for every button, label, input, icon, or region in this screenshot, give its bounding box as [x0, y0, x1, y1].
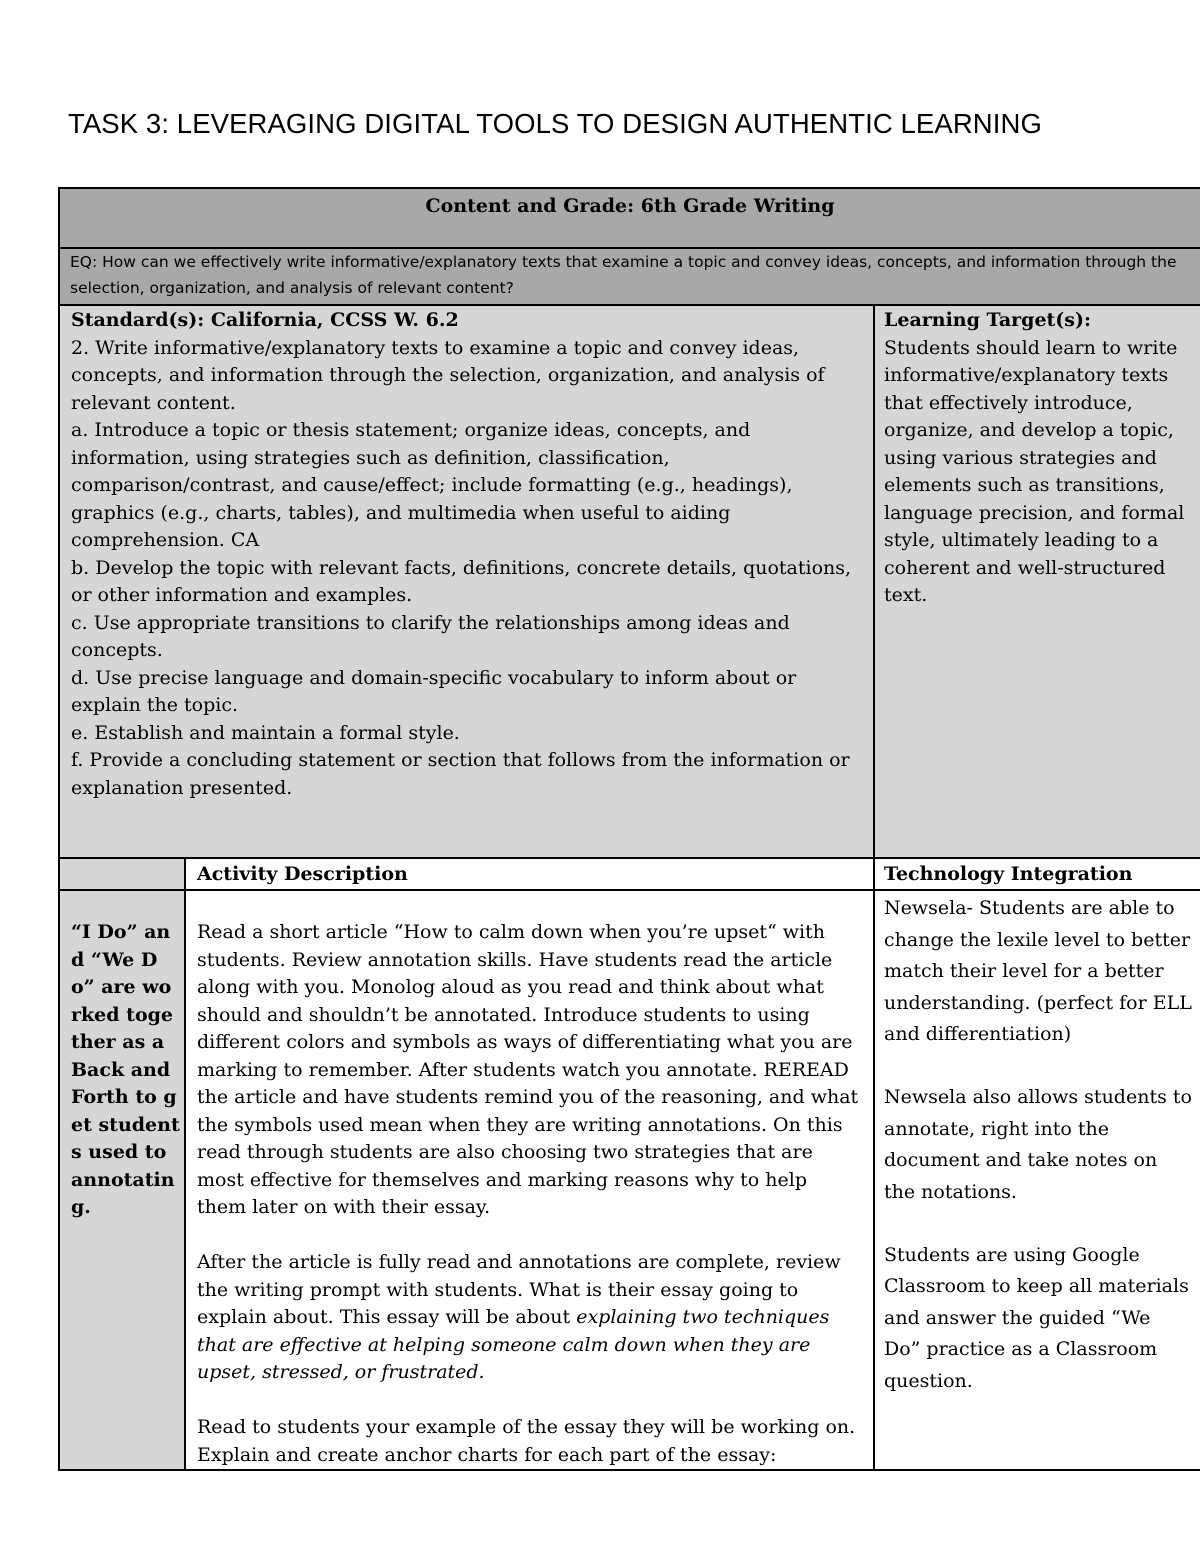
content-grade-label: Content and Grade: 6th Grade Writing	[425, 195, 835, 217]
technology-paragraph: Newsela also allows students to annotate, right into the document and take notes on the notations.	[884, 1086, 1192, 1203]
document-title: TASK 3: LEVERAGING DIGITAL TOOLS TO DESIGN AUTHENTIC LEARNING	[68, 108, 1042, 139]
activity-paragraph-2	[197, 1249, 859, 1387]
standard-item: a. Introduce a topic or thesis statement; organize ideas, concepts, and information, using strategies such as definition, classification, comparison/contrast, and cause/effect; include formatting (e.g., headings), graphics (e.g., charts, tables), and multimedia when useful to aiding comprehension. CA	[71, 419, 793, 551]
activity-paragraph-2-italic: explaining two techniques that are effective at helping someone calm down when they are upset, stressed, or frustrated.	[197, 1306, 830, 1383]
lesson-plan-table	[58, 187, 1200, 1471]
eq-row	[59, 248, 1200, 305]
content-grade-row	[59, 188, 1200, 248]
empty-header-cell	[59, 858, 185, 890]
standard-item: f. Provide a concluding statement or section that follows from the information or explanation presented.	[71, 749, 850, 799]
content-grade-cell	[59, 188, 1200, 248]
technology-paragraph: Newsela- Students are able to change the lexile level to better match their level for a better understanding. (perfect for ELL and differentiation)	[884, 897, 1192, 1045]
activity-paragraph: Read a short article “How to calm down when you’re upset“ with students. Review annotation skills. Have students read the article along with you. Monolog aloud as you read and think about what should and shouldn’t be annotated. Introduce students to using different colors and symbols as ways of differentiating what you are marking to remember. After students watch you annotate. REREAD the article and have students remind you of the reasoning, and what the symbols used mean when they are writing annotations. On this read through students are also choosing two strategies that are most effective for themselves and marking reasons why to help them later on with their essay.	[197, 921, 859, 1218]
column-header-row	[59, 858, 1200, 890]
standards-heading: Standard(s): California, CCSS W. 6.2	[71, 309, 459, 331]
learning-target-heading: Learning Target(s):	[884, 309, 1091, 331]
learning-target-text: Students should learn to write informative/explanatory texts that effectively introduce, organize, and develop a topic, using various strategies and elements such as transitions, language precision, and formal style, ultimately leading to a coherent and well-structured text.	[884, 336, 1185, 606]
essential-question: EQ: How can we effectively write informative/explanatory texts that examine a topic and convey ideas, concepts, and information through the selection, organization, and analysis of relevant content?	[59, 248, 1200, 305]
standard-item: b. Develop the topic with relevant facts, definitions, concrete details, quotations, or other information and examples.	[71, 556, 852, 606]
technology-integration-header: Technology Integration	[874, 858, 1200, 890]
activity-row	[59, 890, 1200, 1470]
activity-paragraph: Read to students your example of the essay they will be working on. Explain and create anchor charts for each part of the essay:	[197, 1416, 856, 1466]
row-label-cell: “I Do” and “We Do” are worked together as a Back and Forth to get students used to annotating.	[59, 890, 185, 1470]
technology-integration-cell	[874, 890, 1200, 1470]
activity-paragraph-2-text: After the article is fully read and annotations are complete, review the writing prompt with students. What is their essay going to explain about. This essay will be about	[197, 1251, 841, 1328]
standard-item: 2. Write informative/explanatory texts to examine a topic and convey ideas, concepts, and information through the selection, organization, and analysis of relevant content.	[71, 336, 825, 414]
activity-description-header: Activity Description	[185, 858, 874, 890]
activity-description-cell	[185, 890, 874, 1470]
standards-cell	[59, 305, 874, 858]
standard-item: e. Establish and maintain a formal style.	[71, 721, 460, 744]
standard-item: c. Use appropriate transitions to clarify the relationships among ideas and concepts.	[71, 611, 790, 661]
technology-paragraph: Students are using Google Classroom to keep all materials and answer the guided “We Do” practice as a Classroom question.	[884, 1243, 1189, 1392]
standards-row	[59, 305, 1200, 858]
learning-target-cell	[874, 305, 1200, 858]
standard-item: d. Use precise language and domain-specific vocabulary to inform about or explain the topic.	[71, 666, 797, 716]
